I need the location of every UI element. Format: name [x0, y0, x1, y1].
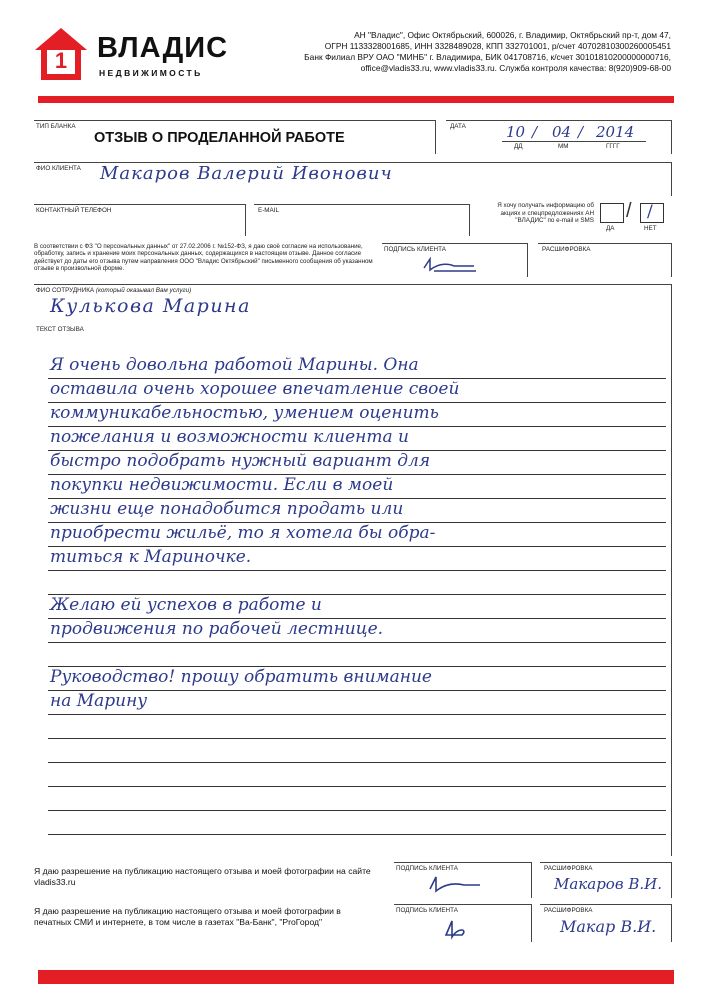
date-label: ДАТА [450, 123, 466, 130]
date-day: 10 [506, 123, 526, 141]
newsletter-no-checkbox[interactable] [640, 203, 664, 223]
no-label: НЕТ [644, 225, 657, 232]
email-label: E-MAIL [258, 207, 279, 214]
review-label: ТЕКСТ ОТЗЫВА [36, 326, 84, 333]
date-yyyy-hint: ГГГГ [606, 143, 620, 150]
employee-field[interactable] [34, 284, 672, 324]
permission-site-decoding-value: Макаров В.И. [554, 875, 662, 893]
permission-site-signature[interactable] [394, 862, 532, 898]
review-line: на Марину [50, 691, 148, 711]
review-line: пожелания и возможности клиента и [50, 427, 409, 447]
permission-site-decoding[interactable] [540, 862, 672, 898]
ruled-line [48, 738, 666, 739]
review-line: приобрести жильё, то я хотела бы обра- [50, 523, 436, 543]
permission-press-decoding-value: Макар В.И. [560, 917, 657, 936]
review-line: жизни еще понадобится продать или [50, 499, 404, 519]
brand-name: ВЛАДИС [97, 32, 229, 64]
permission-press-decoding[interactable] [540, 904, 672, 942]
ruled-line [48, 642, 666, 643]
client-name-value: Макаров Валерий Ивонович [100, 163, 393, 184]
permission-press-text: Я даю разрешение на публикацию настоящего отзыва и моей фотографии в печатных СМИ и интернете, в том числе в газетах "Ва-Банк", "ProГород" [34, 906, 341, 927]
phone-label: КОНТАКТНЫЙ ТЕЛЕФОН [36, 207, 112, 214]
decoding-label: РАСШИФРОВКА [542, 246, 591, 253]
review-line: Желаю ей успехов в работе и [50, 595, 322, 615]
permission-press-signature[interactable] [394, 904, 532, 942]
brand-subtitle: НЕДВИЖИМОСТЬ [99, 68, 203, 78]
review-line: Я очень довольна работой Марины. Она [50, 355, 419, 375]
permission-press-signature-mark [438, 915, 478, 941]
employee-label [36, 287, 191, 294]
date-underline [502, 141, 646, 142]
form-type-field [34, 120, 436, 154]
review-line: Руководство! прошу обратить внимание [50, 667, 432, 687]
company-info [271, 30, 671, 74]
date-mm-hint: ММ [558, 143, 569, 150]
decoding-field[interactable] [538, 243, 672, 277]
top-red-bar [38, 96, 674, 103]
ruled-line [48, 834, 666, 835]
date-month: 04 [552, 123, 572, 141]
permission-site-signature-mark [424, 873, 484, 895]
permission-site-signature-label: ПОДПИСЬ КЛИЕНТА [396, 865, 458, 872]
client-signature-field[interactable] [382, 243, 528, 277]
review-line: продвижения по рабочей лестнице. [50, 619, 384, 639]
employee-label-text: ФИО СОТРУДНИКА [36, 287, 95, 294]
review-line: быстро подобрать нужный вариант для [50, 451, 431, 471]
bottom-red-bar [38, 970, 674, 984]
newsletter-text: Я хочу получать информацию об акциях и спецпредложениях АН "ВЛАДИС" по e-mail и SMS [497, 202, 594, 225]
date-dd-hint: ДД [514, 143, 523, 150]
logo [33, 26, 233, 82]
newsletter-slash: / [626, 200, 632, 222]
permission-press-decoding-label: РАСШИФРОВКА [544, 907, 593, 914]
ruled-line [48, 762, 666, 763]
ruled-line [48, 786, 666, 787]
company-address: АН "Владис", Офис Октябрьский, 600026, г. Владимир, Октябрьский пр-т, дом 47, [354, 30, 671, 40]
form-title: ОТЗЫВ О ПРОДЕЛАННОЙ РАБОТЕ [94, 130, 345, 146]
newsletter-yes-checkbox[interactable] [600, 203, 624, 223]
permission-press-signature-label: ПОДПИСЬ КЛИЕНТА [396, 907, 458, 914]
client-name-label: ФИО КЛИЕНТА [36, 165, 81, 172]
consent-text: В соответствии с ФЗ "О персональных данных" от 27.02.2006 г. №152-ФЗ, я даю своё согласие на использование, обработку, запись и хранение моих персональных данных, содержащихся в настоящем отзыве. Данное согласие действует до даты его отзыва путем направления ООО "Владис Октябрьский" письменного сообщения об указанном отзыве в произвольной форме. [34, 243, 373, 273]
date-field[interactable] [446, 120, 672, 154]
ruled-line [48, 570, 666, 571]
company-contacts: office@vladis33.ru, www.vladis33.ru. Служба контроля качества: 8(920)909-68-00 [360, 63, 671, 73]
date-year: 2014 [596, 123, 635, 141]
review-line: покупки недвижимости. Если в моей [50, 475, 394, 495]
date-slash-2: / [578, 123, 584, 141]
client-name-field[interactable] [34, 162, 672, 196]
company-bank: Банк Филиал ВРУ ОАО "МИНБ" г. Владимира, БИК 041708716, к/счет 30101810200000000716, [304, 52, 671, 62]
client-signature-label: ПОДПИСЬ КЛИЕНТА [384, 246, 446, 253]
no-checkmark: / [647, 202, 653, 222]
ruled-line [48, 810, 666, 811]
logo-digit: 1 [54, 48, 68, 73]
client-signature-mark [420, 254, 480, 274]
review-line: коммуникабельностью, умением оценить [50, 403, 439, 423]
permission-site-decoding-label: РАСШИФРОВКА [544, 865, 593, 872]
phone-field[interactable] [34, 204, 246, 236]
date-slash-1: / [532, 123, 538, 141]
permission-site-text: Я даю разрешение на публикацию настоящего отзыва и моей фотографии на сайте vladis33.ru [34, 866, 371, 887]
form-type-label: ТИП БЛАНКА [36, 123, 76, 130]
employee-name-value: Кулькова Марина [50, 295, 251, 317]
yes-label: ДА [606, 225, 615, 232]
company-ogrn: ОГРН 1133328001685, ИНН 3328489028, КПП 332701001, р/счет 40702810300260005451 [324, 41, 671, 51]
ruled-line [48, 714, 666, 715]
employee-label-hint: (который оказывал Вам услуги) [95, 287, 192, 294]
review-line: титься к Мариночке. [50, 547, 252, 567]
review-line: оставила очень хорошее впечатление своей [50, 379, 460, 399]
email-field[interactable] [254, 204, 470, 236]
